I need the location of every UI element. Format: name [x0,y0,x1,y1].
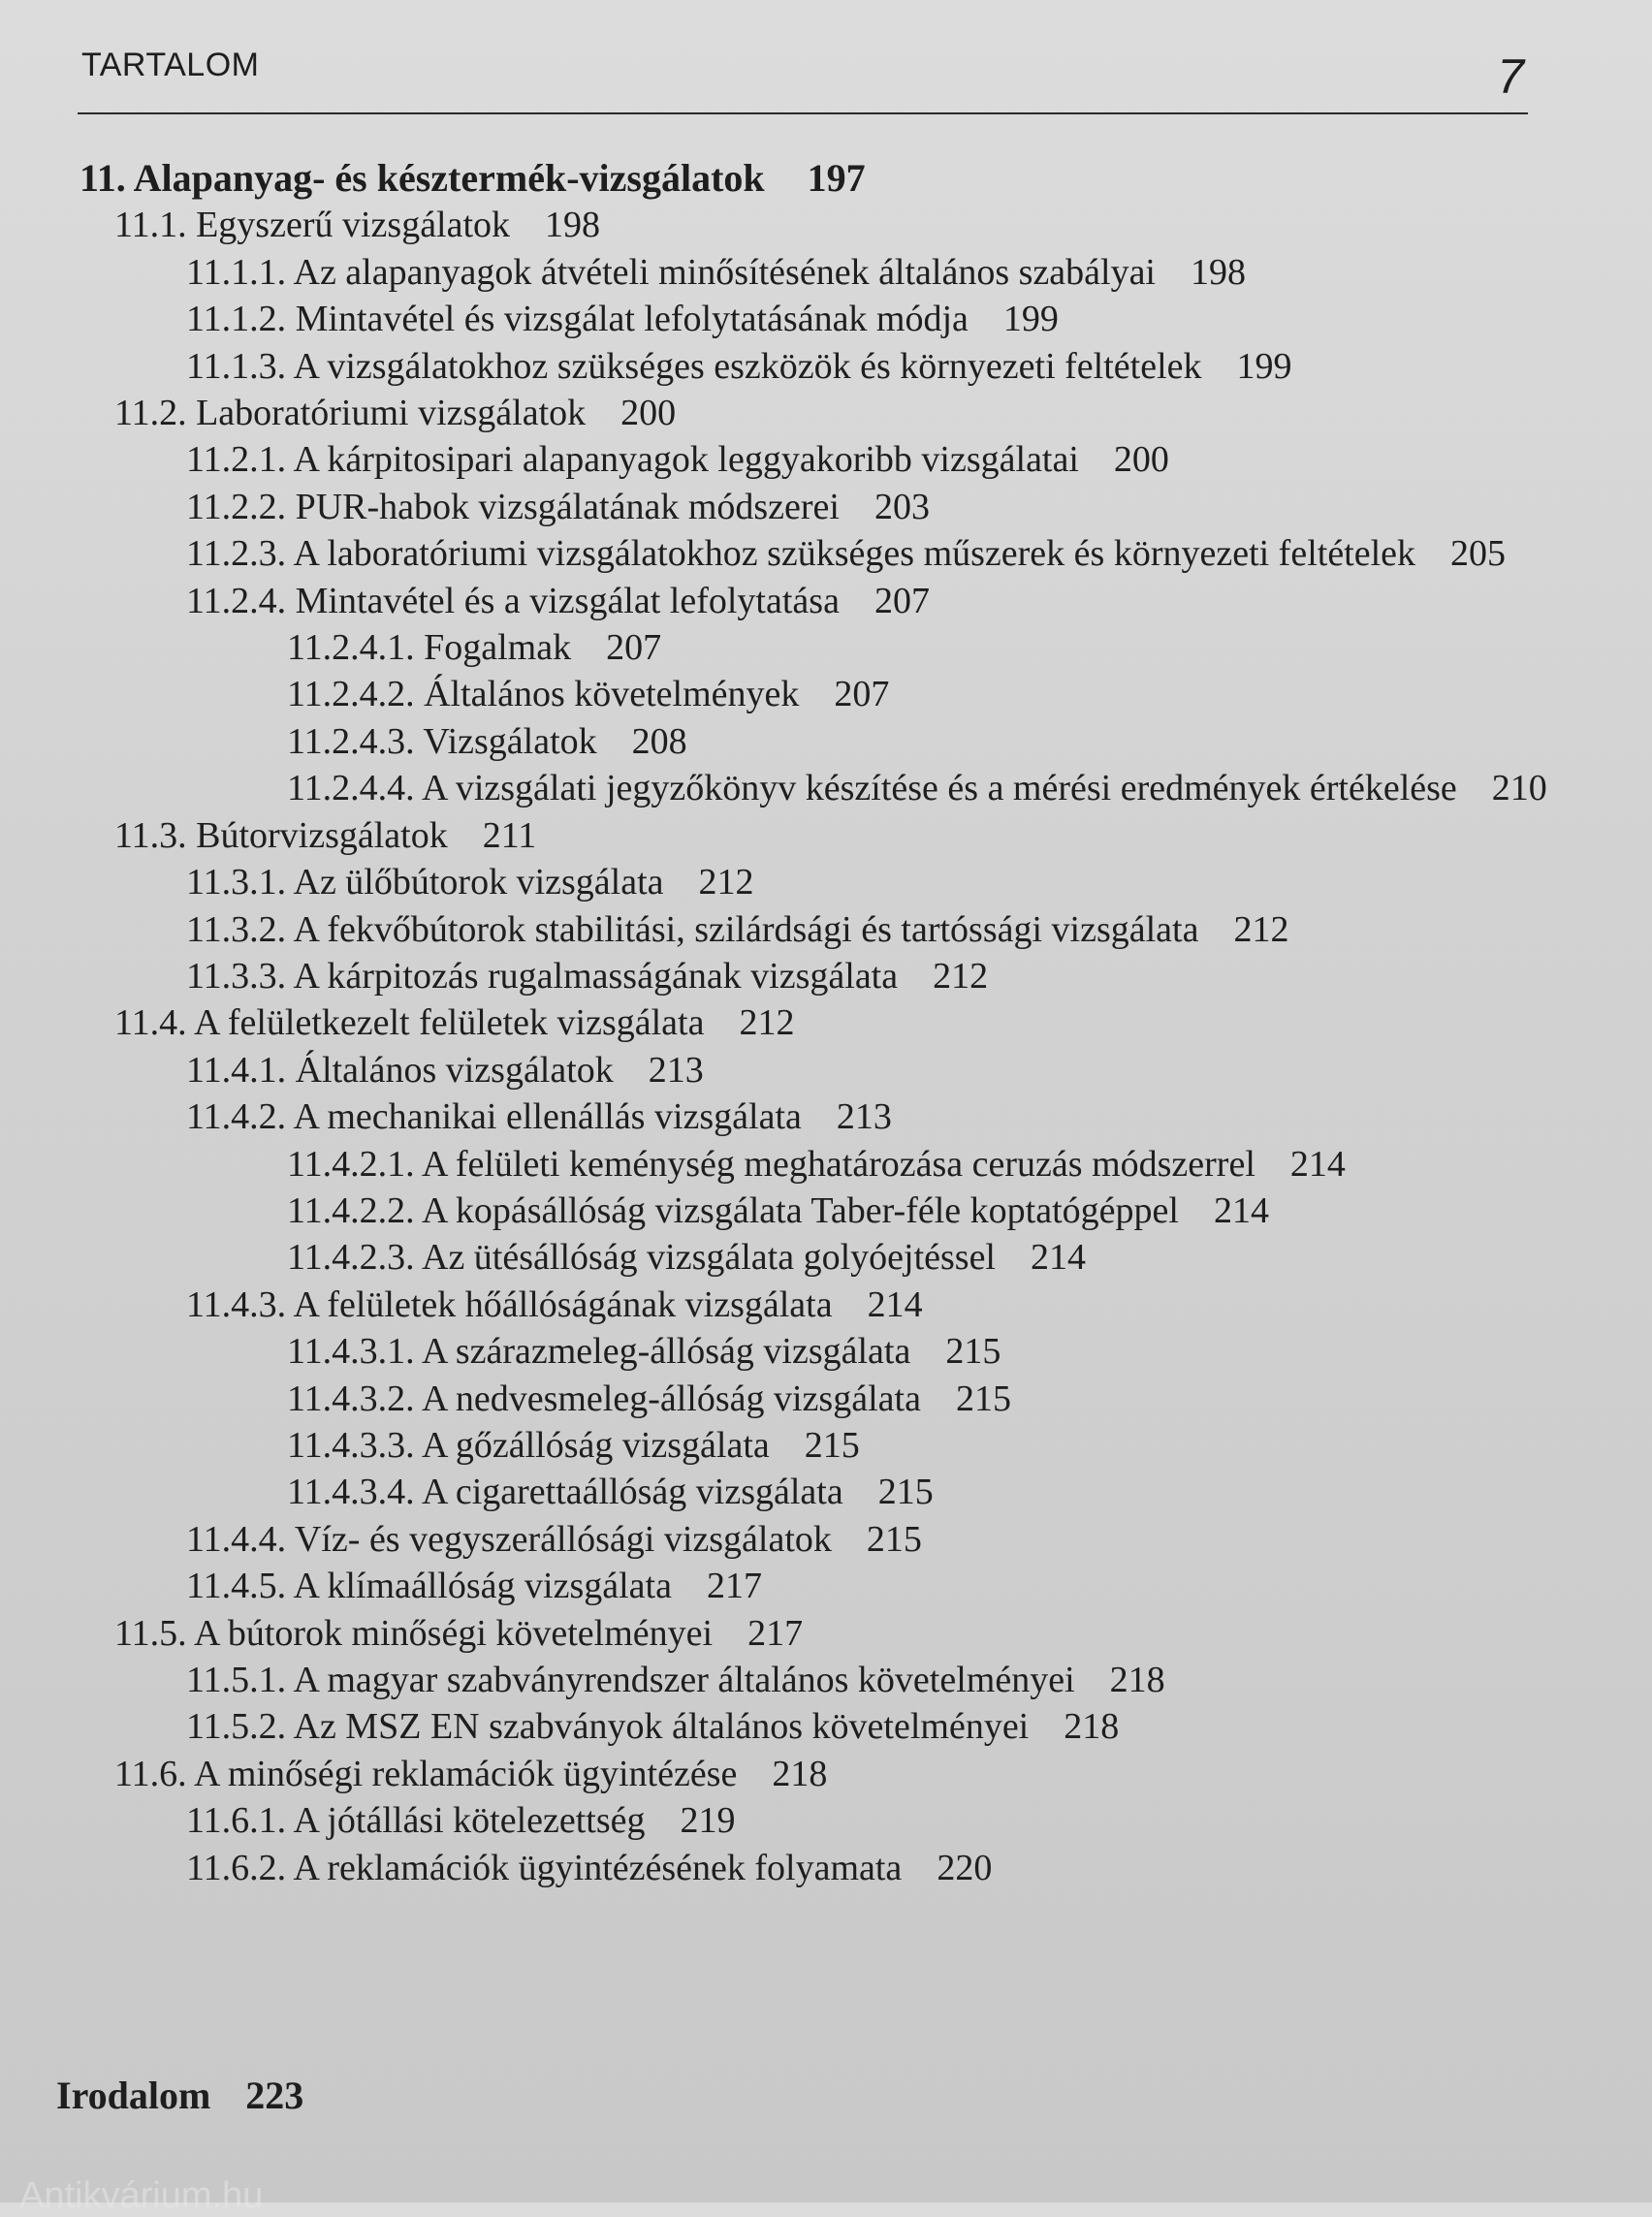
toc-entry [0,436,1652,483]
toc-entry [0,1282,1652,1328]
toc-entry-title: Az MSZ EN szabványok általános követelményei [293,1706,1030,1748]
toc-entry-page: 219 [680,1800,736,1842]
toc-entry-page: 208 [631,720,687,762]
toc-entry-number: 11.4.3.4. [287,1472,415,1513]
toc-entry [0,578,1652,624]
toc-entry-title: A szárazmeleg-állóság vizsgálata [422,1331,911,1373]
toc-entry-number: 11.5.1. [186,1660,287,1700]
toc-entry [0,671,1652,717]
toc-entry [0,1047,1652,1093]
toc-entry [0,1469,1652,1515]
page-number: 7 [1497,49,1524,104]
toc-entry-page: 215 [945,1331,1001,1373]
toc-entry-title: A magyar szabványrendszer általános követelményei [293,1660,1075,1700]
toc-entry-title: Vizsgálatok [423,720,597,762]
toc-entry-title: A minőségi reklamációk ügyintézése [194,1753,738,1794]
toc-entry-page: 217 [747,1612,804,1654]
toc-entry-page: 207 [834,674,890,715]
toc-entry-page: 212 [1233,908,1289,950]
toc-entry-number: 11.2.4.4. [287,768,415,809]
toc-entry-page: 212 [698,862,754,903]
toc-entry [0,155,1652,202]
toc-entry-page: 207 [606,627,662,669]
toc-entry [0,718,1652,765]
toc-entry-page: 205 [1450,533,1507,575]
toc-entry-number: 11.4.5. [186,1566,287,1607]
toc-entry [0,1188,1652,1234]
toc-entry [0,343,1652,390]
toc-entry-number: 11.4.1. [186,1049,287,1091]
toc-entry-page: 198 [1191,251,1246,293]
toc-entry [0,390,1652,436]
toc-entry-page: 220 [937,1847,993,1888]
toc-entry-number: 11.3.2. [186,908,287,950]
toc-entry [0,1610,1652,1657]
toc-entry-page: 210 [1491,768,1547,809]
toc-entry-number: 11.1.2. [186,299,287,340]
toc-entry-number: 11.5.2. [186,1706,287,1748]
toc-entry-title: A klímaállóság vizsgálata [293,1566,672,1607]
toc-entry [0,1422,1652,1469]
toc-entry [0,1751,1652,1797]
toc-entry-title: A fekvőbútorok stabilitási, szilárdsági és tartóssági vizsgálata [293,908,1199,950]
toc-entry-page: 213 [648,1049,704,1091]
toc-entry-title: A kárpitozás rugalmasságának vizsgálata [293,955,899,997]
toc-entry-page: 218 [772,1753,828,1794]
toc-entry-page: 217 [706,1566,762,1607]
toc-entry-title: Az alapanyagok átvételi minősítésének általános szabályai [293,251,1156,293]
toc-entry-page: 218 [1109,1660,1165,1700]
toc-entry-title: Mintavétel és vizsgálat lefolytatásának módja [295,299,969,340]
toc-entry-title: Alapanyag- és késztermék-vizsgálatok [133,156,765,200]
toc-entry [0,765,1553,811]
toc-entry-title: A vizsgálatokhoz szükséges eszközök és környezeti feltételek [293,345,1202,387]
toc-entry-page: 198 [545,205,601,246]
toc-entry-title: A felületkezelt felületek vizsgálata [194,1002,705,1044]
toc-entry-number: 11.4.2.3. [287,1237,415,1279]
toc-entry-title: Bútorvizsgálatok [196,814,448,856]
toc-entry-title: A felületi keménység meghatározása ceruzás módszerrel [422,1143,1255,1185]
toc-entry-title: A bútorok minőségi követelményei [194,1612,714,1654]
toc-entry [0,1093,1652,1140]
toc-entry-title: Mintavétel és a vizsgálat lefolytatása [295,580,840,621]
toc-entry-title: A mechanikai ellenállás vizsgálata [293,1096,802,1138]
toc-entry-page: 213 [836,1096,892,1138]
toc-entry-title: A cigarettaállóság vizsgálata [422,1472,843,1513]
table-of-contents [0,155,1652,1891]
toc-entry-number: 11.2.4.1. [287,627,415,669]
toc-entry [0,859,1652,905]
toc-entry-title: Általános vizsgálatok [295,1049,614,1091]
toc-entry-page: 214 [1031,1237,1086,1279]
toc-entry [0,1657,1652,1703]
toc-entry [0,953,1652,999]
toc-entry-title: Általános követelmények [424,674,800,715]
toc-entry-number: 11.4.4. [186,1518,287,1560]
toc-entry [0,1376,1652,1422]
toc-entry-number: 11.3.1. [186,862,287,903]
toc-entry-title: Víz- és vegyszerállósági vizsgálatok [294,1518,832,1560]
toc-entry-page: 215 [866,1518,922,1560]
toc-entry-number: 11.2.4.3. [287,720,415,762]
toc-entry-page: 215 [804,1424,860,1466]
toc-entry [0,1563,1652,1609]
toc-entry-page: 197 [807,156,866,200]
toc-entry-number: 11.2.3. [186,533,287,575]
toc-entry-page: 215 [955,1378,1011,1419]
toc-entry-number: 11.5. [114,1612,187,1654]
toc-entry-number: 11.6.2. [186,1847,287,1888]
toc-entry [0,1516,1652,1563]
toc-entry-number: 11.4.3. [186,1283,287,1325]
toc-entry-number: 11.4.3.2. [287,1378,415,1419]
running-header-title: TARTALOM [81,47,260,83]
watermark: Antikvárium.hu [19,2175,264,2216]
toc-entry-page: 223 [245,2074,304,2117]
toc-entry-number: 11.4.2.2. [287,1189,415,1231]
toc-entry-page: 199 [1236,345,1292,387]
toc-entry-number: 11.4.3.1. [287,1331,415,1373]
toc-entry-title: Fogalmak [424,627,572,669]
toc-entry-page: 214 [867,1283,923,1325]
toc-entry-number: 11.4.2. [186,1096,287,1138]
toc-entry-number: 11.4.2.1. [287,1143,415,1185]
toc-entry-page: 211 [482,814,537,856]
toc-entry-title: A kárpitosipari alapanyagok leggyakoribb vizsgálatai [293,439,1079,481]
toc-entry-page: 218 [1064,1706,1120,1748]
toc-entry-page: 199 [1002,299,1059,340]
toc-entry-title: A felületek hőállóságának vizsgálata [293,1283,833,1325]
toc-entry [0,530,1571,577]
toc-entry-title: A laboratóriumi vizsgálatokhoz szükséges műszerek és környezeti feltételek [293,533,1416,575]
toc-entry-title: A nedvesmeleg-állóság vizsgálata [422,1378,921,1419]
toc-entry [0,484,1652,530]
toc-entry-number: 11. [79,156,126,200]
toc-entry [0,1234,1652,1281]
toc-entry [0,812,1652,859]
toc-entry-number: 11.2. [114,393,187,434]
toc-entry-number: 11.4. [114,1002,187,1044]
toc-entry-page: 200 [620,393,677,434]
toc-entry-number: 11.1. [114,205,187,246]
toc-entry-number: 11.2.4. [186,580,287,621]
toc-entry-page: 207 [874,580,930,621]
toc-entry [0,296,1652,342]
toc-entry [0,249,1652,296]
toc-entry [0,999,1652,1046]
toc-entry [0,1797,1652,1844]
toc-entry-irodalom [56,2073,303,2118]
toc-entry-page: 215 [877,1472,934,1513]
toc-entry [0,624,1652,671]
toc-entry-page: 212 [933,955,989,997]
toc-entry-page: 212 [739,1002,795,1044]
page-header [78,43,1528,114]
toc-entry-title: A reklamációk ügyintézésének folyamata [293,1847,903,1888]
toc-entry-title: A vizsgálati jegyzőkönyv készítése és a mérési eredmények értékelése [422,768,1457,809]
toc-entry [0,202,1652,248]
toc-entry-number: 11.3. [114,814,187,856]
toc-entry [0,1703,1652,1750]
toc-entry-number: 11.4.3.3. [287,1424,415,1466]
toc-entry-title: Laboratóriumi vizsgálatok [196,393,587,434]
toc-entry-title: A jótállási kötelezettség [293,1800,646,1842]
toc-entry-title: Irodalom [56,2074,211,2117]
toc-entry-page: 214 [1213,1189,1269,1231]
toc-entry-number: 11.1.3. [186,345,287,387]
toc-entry-number: 11.2.2. [186,486,287,527]
toc-entry-page: 214 [1289,1143,1346,1185]
toc-entry [0,1141,1652,1188]
toc-entry [0,1845,1652,1891]
toc-entry-title: Az ütésállóság vizsgálata golyóejtéssel [422,1237,996,1279]
toc-entry-number: 11.6. [114,1753,187,1794]
toc-entry-title: Az ülőbútorok vizsgálata [293,862,664,903]
toc-entry-number: 11.1.1. [186,251,287,293]
toc-entry-number: 11.6.1. [186,1800,287,1842]
toc-entry [0,906,1652,953]
toc-entry-title: Egyszerű vizsgálatok [196,205,511,246]
toc-entry-page: 203 [874,486,930,527]
toc-entry-page: 200 [1113,439,1169,481]
toc-entry-title: A gőzállóság vizsgálata [422,1424,770,1466]
toc-entry-title: PUR-habok vizsgálatának módszerei [295,486,840,527]
toc-entry-number: 11.3.3. [186,955,287,997]
toc-entry-number: 11.2.4.2. [287,674,415,715]
toc-entry [0,1328,1652,1375]
toc-entry-number: 11.2.1. [186,439,287,481]
toc-entry-title: A kopásállóság vizsgálata Taber-féle koptatógéppel [422,1189,1179,1231]
